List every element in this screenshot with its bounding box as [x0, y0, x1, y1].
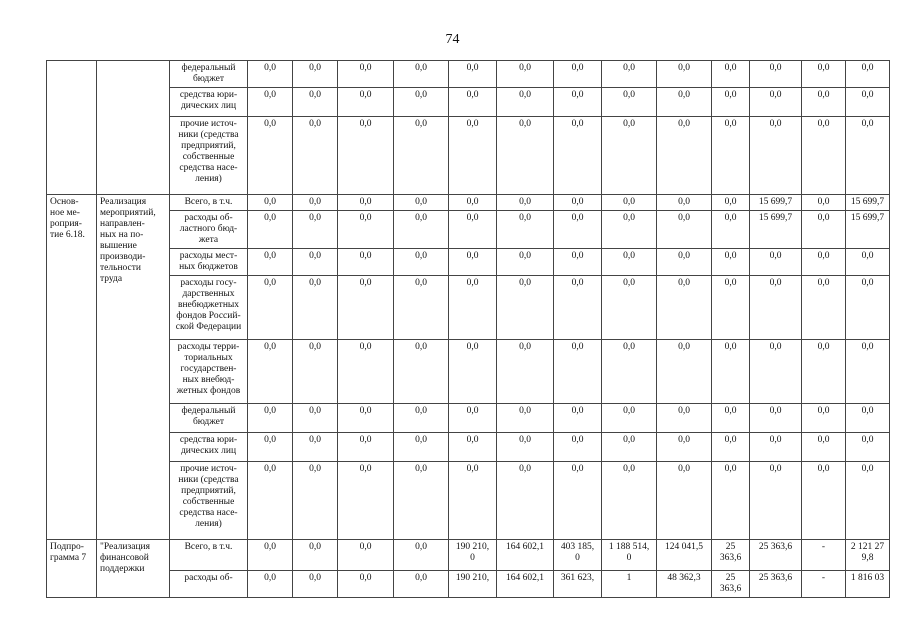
value-cell: 0,0	[602, 433, 657, 462]
value-cell: 0,0	[602, 276, 657, 340]
funding-source-cell: средства юри- дических лиц	[170, 88, 248, 117]
value-cell: 0,0	[657, 211, 712, 249]
measure-name-cell: Подпро- грамма 7	[47, 540, 97, 598]
value-cell: 0,0	[712, 195, 750, 211]
funding-source-cell: федеральный бюджет	[170, 61, 248, 88]
value-cell: 0,0	[338, 540, 394, 571]
value-cell: 0,0	[846, 88, 890, 117]
value-cell: 0,0	[449, 61, 497, 88]
table-row	[47, 88, 890, 117]
value-cell: 0,0	[338, 571, 394, 598]
value-cell: 124 041,5	[657, 540, 712, 571]
table-row	[47, 195, 890, 211]
funding-source-cell: расходы об-	[170, 571, 248, 598]
value-cell: 0,0	[846, 340, 890, 404]
value-cell: 0,0	[293, 249, 338, 276]
measure-name-cell: Основ- ное ме- роприя- тие 6.18.	[47, 195, 97, 540]
value-cell: 0,0	[657, 117, 712, 195]
value-cell: 0,0	[712, 340, 750, 404]
value-cell: 0,0	[248, 433, 293, 462]
value-cell: 0,0	[712, 117, 750, 195]
value-cell: 0,0	[802, 276, 846, 340]
value-cell: 0,0	[554, 249, 602, 276]
value-cell: 0,0	[449, 276, 497, 340]
value-cell: 0,0	[248, 249, 293, 276]
value-cell: 0,0	[602, 117, 657, 195]
value-cell: 0,0	[293, 117, 338, 195]
value-cell: 0,0	[248, 195, 293, 211]
table-row	[47, 117, 890, 195]
value-cell: 190 210,	[449, 571, 497, 598]
value-cell: 15 699,7	[750, 195, 802, 211]
value-cell: 0,0	[248, 462, 293, 540]
value-cell: 0,0	[497, 249, 554, 276]
value-cell: 0,0	[657, 88, 712, 117]
value-cell: 0,0	[802, 433, 846, 462]
measure-description-cell: Реализация мероприятий, направлен- ных на по- вышение производи- тельности труда	[97, 195, 170, 540]
funding-source-cell: расходы об- ластного бюд- жета	[170, 211, 248, 249]
value-cell: 0,0	[449, 211, 497, 249]
measure-description-cell	[97, 61, 170, 195]
table-row	[47, 61, 890, 88]
value-cell: 0,0	[802, 61, 846, 88]
table-row	[47, 404, 890, 433]
value-cell: -	[802, 571, 846, 598]
value-cell: 0,0	[554, 211, 602, 249]
value-cell: 0,0	[293, 571, 338, 598]
value-cell: 0,0	[449, 249, 497, 276]
value-cell: 0,0	[449, 117, 497, 195]
value-cell: 0,0	[248, 211, 293, 249]
value-cell: 1 188 514, 0	[602, 540, 657, 571]
value-cell: 0,0	[712, 433, 750, 462]
value-cell: 0,0	[394, 276, 449, 340]
funding-source-cell: расходы терри- ториальных государствен- ных внебюд- жетных фондов	[170, 340, 248, 404]
value-cell: 0,0	[394, 433, 449, 462]
value-cell: 0,0	[602, 340, 657, 404]
value-cell: 0,0	[802, 211, 846, 249]
value-cell: 25 363,6	[712, 571, 750, 598]
value-cell: 25 363,6	[712, 540, 750, 571]
value-cell: 0,0	[248, 540, 293, 571]
value-cell: 0,0	[338, 433, 394, 462]
value-cell: 0,0	[602, 195, 657, 211]
value-cell: 0,0	[846, 249, 890, 276]
value-cell: 1 816 03	[846, 571, 890, 598]
value-cell: 361 623,	[554, 571, 602, 598]
value-cell: 0,0	[394, 195, 449, 211]
value-cell: 25 363,6	[750, 540, 802, 571]
value-cell: 0,0	[338, 88, 394, 117]
value-cell: 0,0	[802, 340, 846, 404]
value-cell: 0,0	[497, 433, 554, 462]
financing-table	[46, 60, 890, 598]
value-cell: 0,0	[338, 211, 394, 249]
table-row	[47, 340, 890, 404]
value-cell: 0,0	[554, 433, 602, 462]
value-cell: 0,0	[657, 433, 712, 462]
value-cell: 0,0	[846, 61, 890, 88]
value-cell: 0,0	[802, 195, 846, 211]
value-cell: 0,0	[712, 404, 750, 433]
value-cell: 0,0	[602, 462, 657, 540]
value-cell: 0,0	[750, 61, 802, 88]
value-cell: 0,0	[449, 404, 497, 433]
value-cell: 0,0	[802, 88, 846, 117]
value-cell: 0,0	[750, 404, 802, 433]
value-cell: 0,0	[554, 462, 602, 540]
value-cell: 0,0	[750, 249, 802, 276]
value-cell: 0,0	[293, 462, 338, 540]
value-cell: 0,0	[449, 88, 497, 117]
value-cell: 15 699,7	[750, 211, 802, 249]
value-cell: 0,0	[394, 117, 449, 195]
value-cell: 0,0	[338, 462, 394, 540]
value-cell: 0,0	[394, 88, 449, 117]
table-row	[47, 211, 890, 249]
measure-name-cell	[47, 61, 97, 195]
table-row	[47, 571, 890, 598]
value-cell: 0,0	[657, 195, 712, 211]
value-cell: 0,0	[554, 117, 602, 195]
value-cell: 0,0	[846, 433, 890, 462]
value-cell: 0,0	[712, 88, 750, 117]
value-cell: 0,0	[248, 61, 293, 88]
value-cell: 2 121 27 9,8	[846, 540, 890, 571]
value-cell: 0,0	[497, 211, 554, 249]
value-cell: 0,0	[293, 211, 338, 249]
value-cell: 0,0	[449, 462, 497, 540]
value-cell: 0,0	[712, 462, 750, 540]
value-cell: 0,0	[657, 61, 712, 88]
value-cell: 0,0	[802, 404, 846, 433]
value-cell: 0,0	[750, 276, 802, 340]
value-cell: 0,0	[497, 404, 554, 433]
table-row	[47, 276, 890, 340]
value-cell: 0,0	[497, 340, 554, 404]
value-cell: 0,0	[497, 276, 554, 340]
measure-description-cell: "Реализация финансовой поддержки	[97, 540, 170, 598]
value-cell: 0,0	[712, 61, 750, 88]
value-cell: 0,0	[248, 404, 293, 433]
table-row	[47, 540, 890, 571]
value-cell: 0,0	[554, 404, 602, 433]
value-cell: 0,0	[750, 117, 802, 195]
funding-source-cell: средства юри- дических лиц	[170, 433, 248, 462]
value-cell: 0,0	[750, 462, 802, 540]
value-cell: 0,0	[750, 340, 802, 404]
value-cell: 48 362,3	[657, 571, 712, 598]
value-cell: 0,0	[846, 276, 890, 340]
value-cell: 0,0	[750, 433, 802, 462]
value-cell: 0,0	[394, 540, 449, 571]
value-cell: 164 602,1	[497, 571, 554, 598]
value-cell: 0,0	[338, 276, 394, 340]
value-cell: 0,0	[394, 340, 449, 404]
value-cell: 0,0	[554, 340, 602, 404]
value-cell: 15 699,7	[846, 195, 890, 211]
table-row	[47, 249, 890, 276]
funding-source-cell: прочие источ- ники (средства предприятий, собственные средства насе- ления)	[170, 462, 248, 540]
value-cell: 0,0	[802, 117, 846, 195]
value-cell: 0,0	[554, 61, 602, 88]
value-cell: 0,0	[394, 404, 449, 433]
value-cell: 0,0	[293, 195, 338, 211]
value-cell: 0,0	[497, 88, 554, 117]
value-cell: 25 363,6	[750, 571, 802, 598]
value-cell: 0,0	[248, 88, 293, 117]
value-cell: 0,0	[293, 340, 338, 404]
value-cell: 0,0	[293, 404, 338, 433]
value-cell: 0,0	[338, 404, 394, 433]
value-cell: 0,0	[802, 462, 846, 540]
value-cell: 0,0	[248, 340, 293, 404]
value-cell: 1	[602, 571, 657, 598]
value-cell: 0,0	[338, 61, 394, 88]
value-cell: 0,0	[449, 195, 497, 211]
value-cell: 0,0	[338, 340, 394, 404]
value-cell: 0,0	[846, 462, 890, 540]
value-cell: 0,0	[712, 211, 750, 249]
value-cell: 0,0	[338, 117, 394, 195]
value-cell: 0,0	[554, 195, 602, 211]
value-cell: 0,0	[394, 61, 449, 88]
value-cell: 0,0	[657, 462, 712, 540]
value-cell: 0,0	[293, 276, 338, 340]
value-cell: 0,0	[602, 61, 657, 88]
value-cell: 0,0	[449, 433, 497, 462]
value-cell: 0,0	[602, 404, 657, 433]
table-row	[47, 433, 890, 462]
value-cell: 0,0	[293, 88, 338, 117]
value-cell: -	[802, 540, 846, 571]
value-cell: 0,0	[802, 249, 846, 276]
value-cell: 0,0	[497, 462, 554, 540]
value-cell: 0,0	[657, 404, 712, 433]
value-cell: 0,0	[712, 276, 750, 340]
value-cell: 164 602,1	[497, 540, 554, 571]
value-cell: 0,0	[554, 276, 602, 340]
value-cell: 0,0	[394, 211, 449, 249]
value-cell: 0,0	[602, 88, 657, 117]
value-cell: 0,0	[554, 88, 602, 117]
value-cell: 0,0	[657, 249, 712, 276]
value-cell: 0,0	[293, 61, 338, 88]
funding-source-cell: Всего, в т.ч.	[170, 540, 248, 571]
funding-source-cell: расходы госу- дарственных внебюджетных фондов Россий- ской Федерации	[170, 276, 248, 340]
value-cell: 0,0	[338, 195, 394, 211]
value-cell: 0,0	[497, 195, 554, 211]
funding-source-cell: расходы мест- ных бюджетов	[170, 249, 248, 276]
funding-source-cell: федеральный бюджет	[170, 404, 248, 433]
page-number: 74	[445, 32, 460, 47]
funding-source-cell: Всего, в т.ч.	[170, 195, 248, 211]
value-cell: 0,0	[394, 571, 449, 598]
table-row	[47, 462, 890, 540]
value-cell: 0,0	[293, 433, 338, 462]
value-cell: 0,0	[846, 117, 890, 195]
value-cell: 0,0	[248, 571, 293, 598]
value-cell: 0,0	[602, 211, 657, 249]
value-cell: 0,0	[394, 249, 449, 276]
value-cell: 190 210, 0	[449, 540, 497, 571]
value-cell: 0,0	[657, 340, 712, 404]
value-cell: 0,0	[248, 276, 293, 340]
value-cell: 0,0	[497, 61, 554, 88]
value-cell: 0,0	[750, 88, 802, 117]
funding-source-cell: прочие источ- ники (средства предприятий, собственные средства насе- ления)	[170, 117, 248, 195]
value-cell: 0,0	[602, 249, 657, 276]
value-cell: 0,0	[248, 117, 293, 195]
value-cell: 0,0	[293, 540, 338, 571]
value-cell: 0,0	[712, 249, 750, 276]
value-cell: 0,0	[846, 404, 890, 433]
value-cell: 0,0	[497, 117, 554, 195]
value-cell: 0,0	[338, 249, 394, 276]
value-cell: 15 699,7	[846, 211, 890, 249]
value-cell: 403 185, 0	[554, 540, 602, 571]
value-cell: 0,0	[657, 276, 712, 340]
value-cell: 0,0	[394, 462, 449, 540]
value-cell: 0,0	[449, 340, 497, 404]
